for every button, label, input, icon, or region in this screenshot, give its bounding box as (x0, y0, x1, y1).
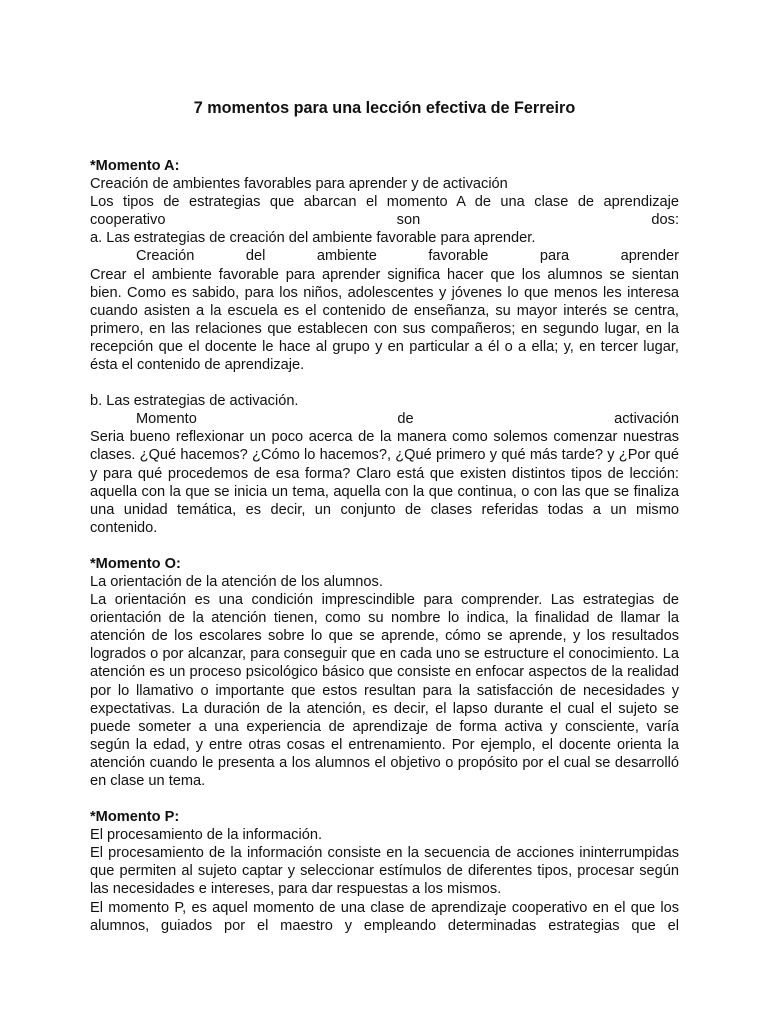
paragraph-orientacion: La orientación es una condición imprescindible para comprender. Las estrategias de orientación de la atención tienen, como su nombre lo indica, la finalidad de llamar la atención de los escolares sobre lo que se aprende, cómo se aprende, y los resultados logrados o por alcanzar, para conseguir que en cada uno se estructure el conocimiento. La atención es un proceso psicológico básico que consiste en enfocar aspectos de la realidad por lo llamativo o importante que estos resultan para la satisfacción de necesidades y expectativas. La duración de la atención, es decir, el lapso durante el cual el sujeto se puede someter a una experiencia de aprendizaje de forma activa y consciente, varía según la edad, y entre otras cosas el entrenamiento. Por ejemplo, el docente orienta la atención cuando le presenta a los alumnos el objetivo o propósito por el cual se desarrolló en clase un tema. (90, 592, 679, 789)
section-heading: *Momento P: (90, 809, 180, 826)
section-heading: *Momento O: (90, 555, 181, 572)
paragraph-procesamiento: El procesamiento de la información consiste en la secuencia de acciones ininterrumpidas que permiten al sujeto captar y seleccionar estímulos de diferentes tipos, procesar según las necesidades e intereses, para dar respuestas a los mismos. (90, 845, 679, 898)
section-subtitle: La orientación de la atención de los alumnos. (90, 573, 383, 590)
subheading-ambiente: Creación del ambiente favorable para aprender (136, 248, 679, 265)
paragraph-ambiente: Crear el ambiente favorable para aprender significa hacer que los alumnos se sientan bien. Como es sabido, para los niños, adolescentes y jóvenes lo que menos les interesa cuando asisten a la escuela es el contenido de enseñanza, su mayor interés se centra, primero, en las relaciones que establecen con sus compañeros; en segundo lugar, en la recepción que el docente le hace al grupo y en particular a él o a ella; y, en tercer lugar, ésta el contenido de aprendizaje. (90, 266, 679, 374)
section-momento-o (90, 555, 679, 790)
subheading-activacion: Momento de activación (136, 411, 679, 428)
list-item-a: a. Las estrategias de creación del ambiente favorable para aprender. (90, 230, 536, 247)
paragraph-intro-line1: Los tipos de estrategias que abarcan el momento A de una clase de aprendizaje (90, 194, 679, 211)
list-item-b: b. Las estrategias de activación. (90, 393, 299, 410)
section-momento-a (90, 157, 679, 374)
paragraph-intro-line2: cooperativo son dos: (90, 212, 679, 229)
section-heading: *Momento A: (90, 158, 180, 174)
section-momento-a-b (90, 392, 679, 537)
paragraph-momento-p: El momento P, es aquel momento de una clase de aprendizaje cooperativo en el que los alumnos, guiados por el maestro y empleando determinadas estrategias que el (90, 899, 679, 934)
paragraph-activacion: Seria bueno reflexionar un poco acerca de la manera como solemos comenzar nuestras clases. ¿Qué hacemos? ¿Cómo lo hacemos?, ¿Qué primero y qué más tarde? y ¿Por qué y para qué procedemos de esa forma? Claro está que existen distintos tipos de lección: aquella con la que se inicia un tema, aquella con la que continua, o con las que se finaliza una unidad temática, es decir, un conjunto de clases referidas todas a un mismo contenido. (90, 429, 679, 536)
section-subtitle: El procesamiento de la información. (90, 827, 322, 844)
section-subtitle: Creación de ambientes favorables para aprender y de activación (90, 176, 508, 193)
section-momento-p (90, 808, 679, 935)
document-title: 7 momentos para una lección efectiva de Ferreiro (193, 99, 576, 117)
document-body (90, 157, 679, 953)
